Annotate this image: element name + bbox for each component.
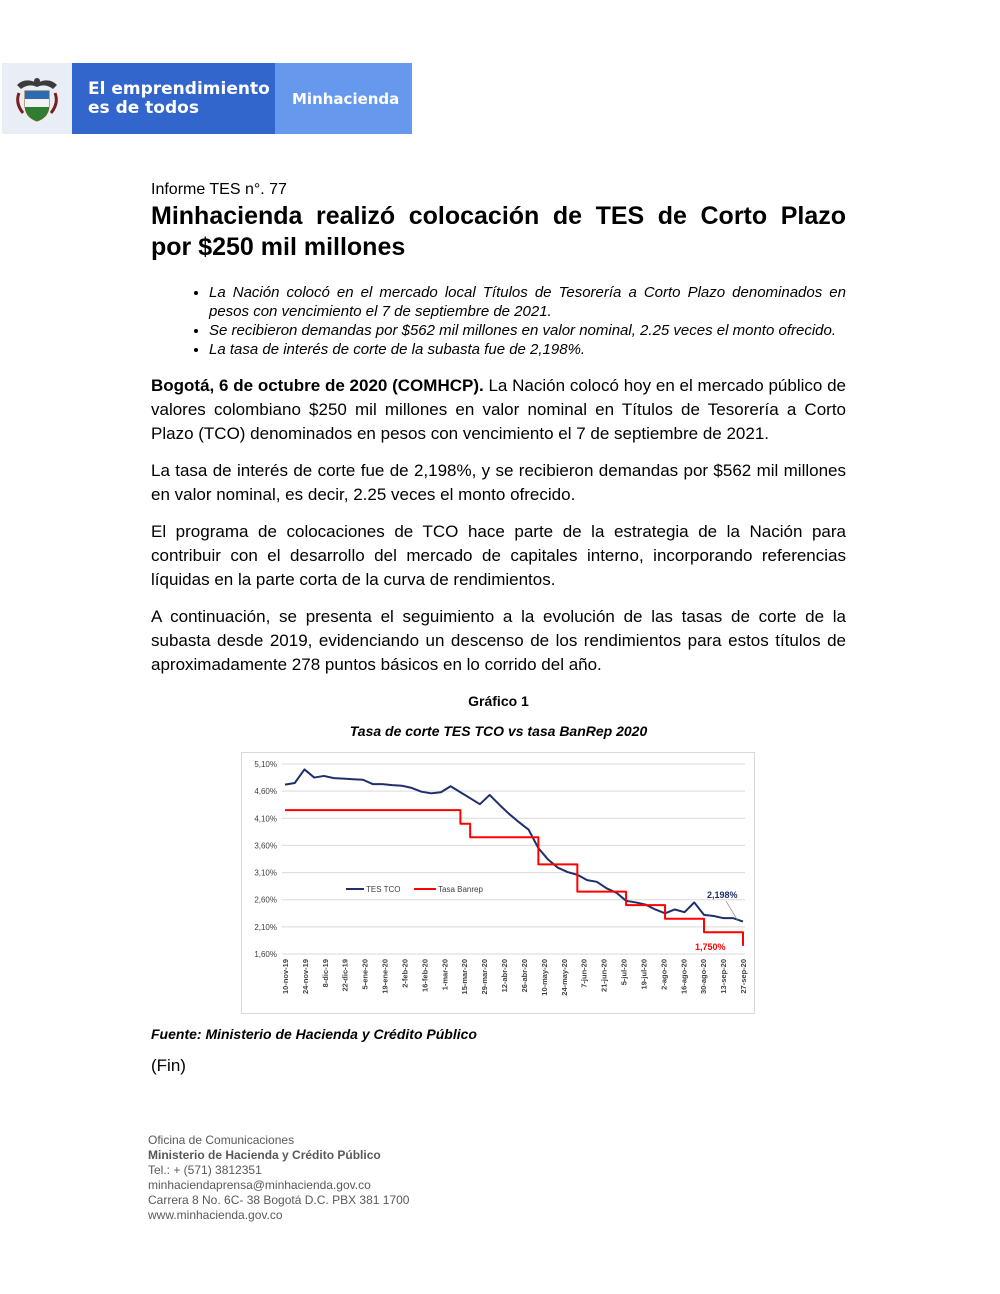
bullet-item: • La Nación colocó en el mercado local Títulos de Tesorería a Corto Plazo denominados en pesos con vencimiento el 7 de septiembre de 2021.	[209, 283, 846, 321]
dateline: Bogotá, 6 de octubre de 2020 (COMHCP).	[151, 376, 484, 395]
y-tick-label: 4,10%	[254, 814, 277, 824]
colombia-coat-of-arms-icon	[13, 73, 61, 125]
paragraph-4: A continuación, se presenta el seguimiento a la evolución de las tasas de corte de la subasta desde 2019, evidenciando un descenso de los rendimientos para estos títulos de aproximadamente 278 puntos básicos en lo corrido del año.	[151, 607, 846, 674]
x-tick-label: 5-jul-20	[619, 959, 629, 986]
paragraph-1-text: La Nación colocó hoy en el mercado público de valores colombiano $250 mil millones en valor nominal en Títulos de Tesorería a Corto Plazo (TCO) denominados en pesos con vencimiento el 7 de septiembre de 2021.	[151, 376, 846, 443]
x-tick-label: 13-sep-20	[719, 959, 729, 994]
y-tick-label: 3,60%	[254, 841, 277, 851]
y-tick-label: 2,60%	[254, 895, 277, 905]
y-tick-label: 5,10%	[254, 760, 277, 769]
footer-address: Carrera 8 No. 6C- 38 Bogotá D.C. PBX 381 1700	[148, 1193, 410, 1207]
footer	[148, 1133, 409, 1223]
footer-email: minhaciendaprensa@minhacienda.gov.co	[148, 1178, 371, 1192]
x-tick-label: 15-mar-20	[460, 959, 470, 995]
x-tick-label: 16-feb-20	[420, 959, 430, 992]
x-tick-label: 5-ene-20	[360, 959, 370, 990]
end-label-tes-tco: 2,198%	[707, 890, 738, 900]
footer-office: Oficina de Comunicaciones	[148, 1133, 295, 1147]
chart	[241, 752, 755, 1014]
bullet-item: • La tasa de interés de corte de la subasta fue de 2,198%.	[209, 340, 846, 359]
figure-title: Tasa de corte TES TCO vs tasa BanRep 2020	[349, 723, 648, 739]
paragraph-3: El programa de colocaciones de TCO hace parte de la estrategia de la Nación para contribuir con el desarrollo del mercado de capitales interno, incorporando referencias líquidas en la parte corta de la curva de rendimientos.	[151, 522, 846, 589]
paragraph-2: La tasa de interés de corte fue de 2,198%, y se recibieron demandas por $562 mil millones en valor nominal, es decir, 2.25 veces el monto ofrecido.	[151, 461, 846, 504]
y-tick-label: 2,10%	[254, 922, 277, 932]
legend-label-tes-tco: TES TCO	[366, 885, 401, 894]
article	[151, 181, 846, 1076]
x-tick-label: 26-abr-20	[519, 959, 529, 993]
x-tick-label: 24-may-20	[559, 959, 569, 996]
x-tick-label: 8-dic-19	[320, 959, 330, 988]
slogan-line1: El emprendimiento	[88, 78, 270, 99]
x-tick-label: 27-sep-20	[739, 959, 748, 994]
series-line-tasa-banrep	[285, 810, 743, 946]
header-banner	[2, 63, 412, 134]
x-tick-label: 29-mar-20	[480, 959, 490, 995]
x-tick-label: 10-may-20	[539, 959, 549, 996]
y-tick-label: 4,60%	[254, 787, 277, 797]
footer-ministry: Ministerio de Hacienda y Crédito Público	[148, 1148, 381, 1162]
figure-label: Gráfico 1	[468, 693, 529, 709]
slogan	[72, 63, 275, 134]
x-tick-label: 19-jul-20	[639, 959, 649, 990]
figure-source: Fuente: Ministerio de Hacienda y Crédito Público	[151, 1026, 477, 1042]
bullet-item: • Se recibieron demandas por $562 mil millones en valor nominal, 2.25 veces el monto ofrecido.	[209, 321, 846, 340]
x-tick-label: 21-jun-20	[599, 959, 609, 992]
chart-svg	[242, 753, 754, 1013]
footer-website: www.minhacienda.gov.co	[148, 1208, 283, 1222]
y-tick-label: 1,60%	[254, 950, 277, 959]
summary-bullets	[151, 283, 846, 359]
x-tick-label: 30-ago-20	[699, 959, 709, 995]
x-tick-label: 2-feb-20	[400, 959, 410, 988]
x-tick-label: 10-nov-19	[281, 959, 290, 995]
crest-container	[2, 63, 72, 134]
x-tick-label: 12-abr-20	[500, 959, 510, 993]
slogan-line2: es de todos	[88, 97, 199, 118]
ministry-name: Minhacienda	[275, 63, 412, 134]
paragraph-1	[151, 374, 846, 446]
footer-phone: Tel.: + (571) 3812351	[148, 1163, 262, 1177]
report-number: Informe TES n°. 77	[151, 181, 287, 198]
x-tick-label: 16-ago-20	[679, 959, 689, 995]
x-tick-label: 19-ene-20	[380, 959, 390, 994]
x-tick-label: 24-nov-19	[300, 959, 310, 995]
end-label-tasa-banrep: 1,750%	[695, 942, 726, 952]
x-tick-label: 2-ago-20	[659, 959, 669, 990]
x-tick-label: 7-jun-20	[579, 959, 589, 988]
x-tick-label: 22-dic-19	[340, 959, 350, 992]
x-tick-label: 1-mar-20	[440, 959, 450, 991]
legend-label-tasa-banrep: Tasa Banrep	[438, 885, 483, 894]
page-title: Minhacienda realizó colocación de TES de Corto Plazo por $250 mil millones	[151, 202, 846, 261]
end-marker: (Fin)	[151, 1056, 186, 1075]
y-tick-label: 3,10%	[254, 868, 277, 878]
